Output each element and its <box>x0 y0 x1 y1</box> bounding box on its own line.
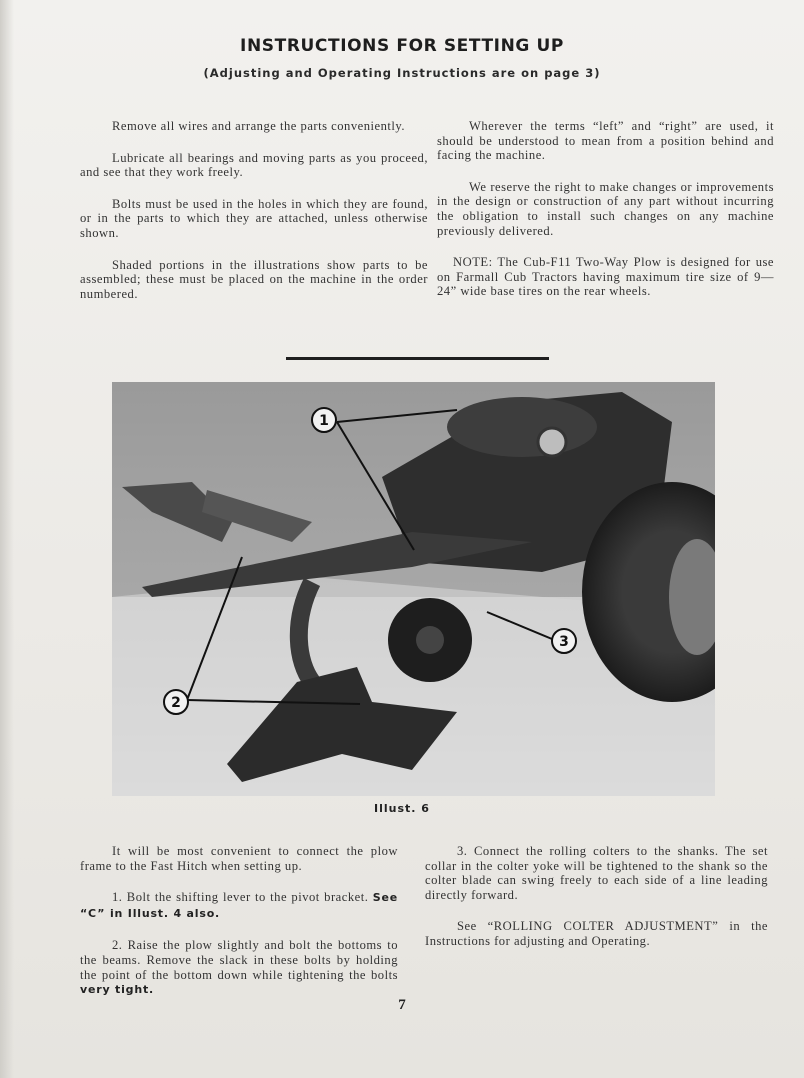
paragraph-bolts: Bolts must be used in the holes in which they are found, or in the parts to which they are attached, unless otherwise shown. <box>80 196 428 240</box>
paragraph-step-2: 2. Raise the plow slightly and bolt the bottoms to the beams. Remove the slack in these bolts by holding the point of the bottom down while tightening the bolts very tight. <box>80 938 398 997</box>
paragraph-left-right-terms: Wherever the terms “left” and “right” are used, it should be understood to mean from a position behind and facing the machine. <box>437 119 774 163</box>
callout-3-label: 3 <box>559 634 569 650</box>
callout-2-label: 2 <box>171 695 181 711</box>
paragraph-lubricate: Lubricate all bearings and moving parts as you proceed, and see that they work freely. <box>80 150 428 180</box>
page-edge-shadow <box>0 0 14 1078</box>
paragraph-step-1: 1. Bolt the shifting lever to the pivot bracket. See “C” in Illust. 4 also. <box>80 890 398 920</box>
paragraph-remove-wires: Remove all wires and arrange the parts conveniently. <box>112 119 406 133</box>
bottom-right-column <box>425 844 768 966</box>
section-divider <box>286 357 549 360</box>
top-left-column <box>80 119 428 318</box>
tractor-fender <box>447 397 597 457</box>
page-title: INSTRUCTIONS FOR SETTING UP <box>240 36 564 56</box>
bottom-left-column <box>80 844 398 1015</box>
paragraph-shaded-portions: Shaded portions in the illustrations show parts to be assembled; these must be placed on the machine in the order numbered. <box>80 257 428 301</box>
page-subtitle: (Adjusting and Operating Instructions are on page 3) <box>203 66 601 80</box>
callout-1-label: 1 <box>319 413 329 429</box>
tractor-headlight <box>538 428 566 456</box>
very-tight-emphasis: very tight. <box>80 983 155 997</box>
paragraph-reserve-right: We reserve the right to make changes or improvements in the design or construction of any part without incurring the obligation to install such changes on any machine previously delivered. <box>437 179 774 238</box>
paragraph-note: NOTE: The Cub-F11 Two-Way Plow is designed for use on Farmall Cub Tractors having maximum tire size of 9—24” wide base tires on the rear wheels. <box>437 255 774 299</box>
top-right-column <box>437 119 774 316</box>
paragraph-see-rolling-colter: See “ROLLING COLTER ADJUSTMENT” in the Instructions for adjusting and Operating. <box>425 919 768 948</box>
illustration-caption: Illust. 6 <box>374 802 430 815</box>
paragraph-step-3: 3. Connect the rolling colters to the shanks. The set collar in the colter yoke will be tightened to the shank so the colter blade can swing freely to each side of a line leading directly forward. <box>425 844 768 902</box>
see-c-reference: See “C” in Illust. 4 also. <box>80 891 398 920</box>
paragraph-convenient-connect: It will be most convenient to connect the plow frame to the Fast Hitch when setting up. <box>80 844 398 873</box>
page-number: 7 <box>398 997 406 1013</box>
tractor-plow-illustration <box>112 382 715 796</box>
illustration-photo <box>112 382 715 796</box>
